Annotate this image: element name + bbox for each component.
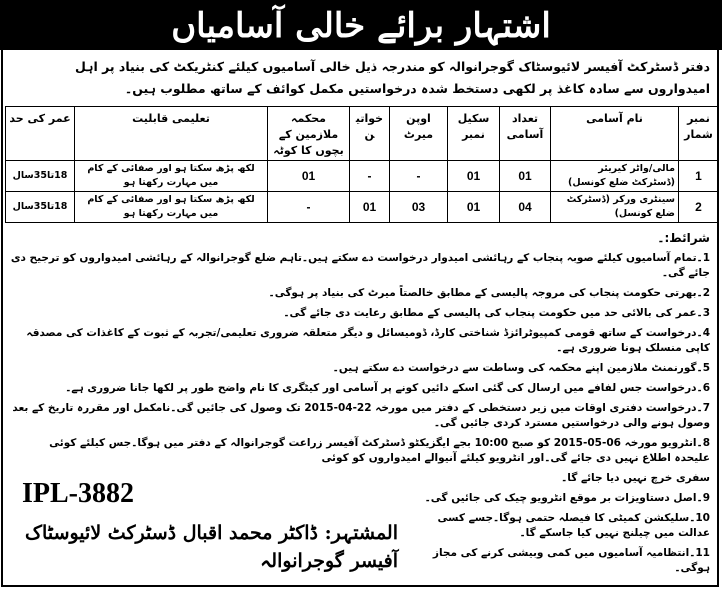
cell-scale: 01 — [448, 192, 500, 223]
cell-open-merit: 03 — [390, 192, 448, 223]
col-scale: سکیل نمبر — [448, 107, 500, 161]
cell-age-limit: 18تا35سال — [6, 161, 75, 192]
cell-scale: 01 — [448, 161, 500, 192]
table-row — [6, 161, 719, 192]
condition-item: 8۔انٹرویو مورخہ 06-05-2015 کو صبح 10:00 بجے ایگزیکٹو ڈسٹرکٹ آفیسر زراعت گوجرانوالہ کے دفتر میں ہوگا۔جس کیلئے کوئی علیحدہ اطلاع نہیں دی جائے گی۔اور انٹرویو کیلئے آنیوالے امیدواروں کو کوئی — [49, 437, 710, 464]
col-employee-children-quota: محکمہ ملازمین کے بچوں کا کوٹہ — [268, 107, 350, 161]
cell-post-name: سینٹری ورکر (ڈسٹرکٹ ضلع کونسل) — [551, 192, 679, 223]
cell-serial: 2 — [679, 192, 719, 223]
cell-quota: - — [268, 192, 350, 223]
col-age-limit: عمر کی حد — [6, 107, 75, 161]
condition-item: 9۔اصل دستاویزات بر موقع انٹرویو چیک کی جائیں گی۔ — [424, 492, 710, 504]
cell-women: 01 — [350, 192, 390, 223]
cell-quota: 01 — [268, 161, 350, 192]
cell-posts-count: 04 — [500, 192, 551, 223]
intro-text: دفتر ڈسٹرکٹ آفیسر لائیوسٹاک گوجرانوالہ کو مندرجہ ذیل خالی آسامیوں کیلئے کنٹریکٹ کی بنیاد پر اہل امیدواروں سے سادہ کاغذ پر لکھی دستخط شدہ درخواستیں مکمل کوائف کے ساتھ مطلوب ہیں۔ — [74, 59, 710, 96]
cell-serial: 1 — [679, 161, 719, 192]
condition-item: 2۔بھرتی حکومت پنجاب کی مروجہ پالیسی کے مطابق خالصتاً میرٹ کی بنیاد پر ہوگی۔ — [268, 287, 710, 299]
condition-item: 11۔انتظامیہ آسامیوں میں کمی وبیشی کرنے کی مجاز ہوگی۔ — [432, 547, 710, 574]
advertiser-block — [10, 471, 398, 581]
col-open-merit: اوپن میرٹ — [390, 107, 448, 161]
condition-item: سفری خرچ نہیں دیا جائے گا۔ — [561, 472, 710, 484]
condition-item: 3۔عمر کی بالائی حد میں حکومت پنجاب کی پالیسی کے مطابق رعایت دی جائے گی۔ — [283, 307, 710, 319]
condition-item: 4۔درخواست کے ساتھ قومی کمپیوٹرائزڈ شناختی کارڈ، ڈومیسائل و دیگر متعلقہ ضروری تعلیمی/تجربہ کے ثبوت کے کاغذات کی مصدقہ کاپی منسلک ہونا ضروری ہے۔ — [26, 327, 710, 354]
conditions-list — [10, 229, 710, 466]
vacancies-table — [5, 106, 719, 223]
col-qualification: تعلیمی قابلیت — [75, 107, 268, 161]
cell-qualification: لکھ پڑھ سکتا ہو اور صفائی کے کام میں مہارت رکھتا ہو — [75, 192, 268, 223]
cell-qualification: لکھ پڑھ سکتا ہو اور صفائی کے کام میں مہارت رکھتا ہو — [75, 161, 268, 192]
condition-item: 7۔درخواست دفتری اوقات میں زیر دستخطی کے دفتر میں مورخہ 22-04-2015 تک وصول کی جائیں گی۔نامکمل اور مقررہ تاریخ کے بعد وصول ہونے والی درخواستیں مسترد کردی جائیں گی۔ — [12, 402, 710, 429]
cell-age-limit: 18تا35سال — [6, 192, 75, 223]
footer-section — [10, 471, 710, 581]
conditions-list-continued — [410, 471, 710, 581]
condition-item: 1۔تمام آسامیوں کیلئے صوبہ پنجاب کے رہائشی امیدوار درخواست دے سکتے ہیں۔تاہم ضلع گوجرانوالہ کے رہائشی امیدواروں کو ترجیح دی جائے گی۔ — [10, 252, 710, 279]
col-posts-count: تعداد آسامی — [500, 107, 551, 161]
advertiser-signature: المشتہر: ڈاکٹر محمد اقبال ڈسٹرکٹ لائیوسٹاک آفیسر گوجرانوالہ — [25, 522, 398, 572]
col-serial: نمبر شمار — [679, 107, 719, 161]
cell-post-name: مالی/واٹر کیریئر (ڈسٹرکٹ ضلع کونسل) — [551, 161, 679, 192]
conditions-title: شرائط:۔ — [657, 231, 710, 245]
table-header-row — [6, 107, 719, 161]
table-row — [6, 192, 719, 223]
banner-title: اشتہار برائے خالی آسامیاں — [0, 0, 722, 50]
condition-item: 6۔درخواست جس لفافے میں ارسال کی گئی اسکے دائیں کونے پر آسامی اور کیٹگری کا نام واضح طور پر لکھا جانا ضروری ہے۔ — [65, 382, 710, 394]
col-post-name: نام آسامی — [551, 107, 679, 161]
cell-open-merit: - — [390, 161, 448, 192]
cell-posts-count: 01 — [500, 161, 551, 192]
condition-item: 10۔سلیکشن کمیٹی کا فیصلہ حتمی ہوگا۔جسے کسی عدالت میں چیلنج نہیں کیا جاسکے گا۔ — [437, 512, 710, 539]
cell-women: - — [350, 161, 390, 192]
col-women: خواتین — [350, 107, 390, 161]
ipl-code: IPL-3882 — [22, 478, 134, 509]
condition-item: 5۔گورنمنٹ ملازمین اپنے محکمہ کی وساطت سے درخواست دے سکتے ہیں۔ — [332, 362, 710, 374]
